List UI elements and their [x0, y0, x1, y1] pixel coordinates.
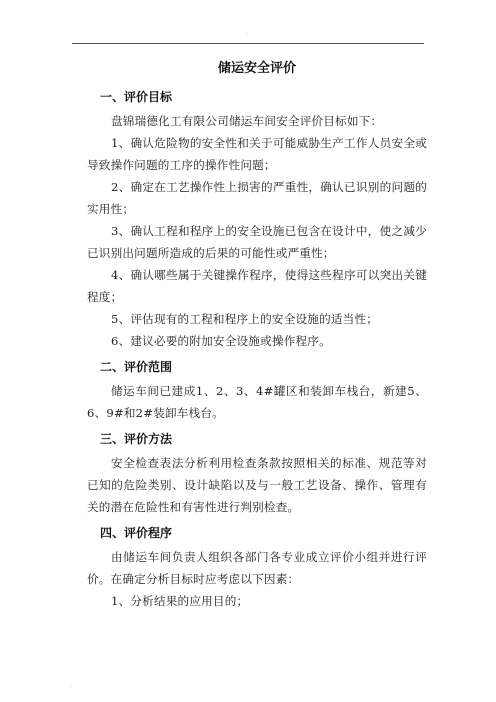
footer-mark: .: [70, 682, 72, 689]
section-heading: 四、评价程序: [100, 526, 173, 540]
paragraph: 1、确认危险物的安全性和关于可能威胁生产工作人员安全或导致操作问题的工序的操作性问题；: [87, 136, 427, 172]
paragraph: 2、确定在工艺操作性上损害的严重性，确认已识别的问题的实用性；: [87, 180, 427, 216]
document-title: 储运安全评价: [217, 61, 296, 76]
header-mark: .: [246, 29, 248, 36]
paragraph: 盘锦瑞德化工有限公司储运车间安全评价目标如下：: [111, 114, 383, 128]
header-rule: [72, 43, 424, 44]
section-heading: 一、评价目标: [100, 90, 173, 104]
paragraph: 由储运车间负责人组织各部门各专业成立评价小组并进行评价。在确定分析目标时应考虑以下因素：: [87, 550, 427, 586]
section-method: [87, 430, 427, 518]
section-heading: 三、评价方法: [100, 432, 173, 446]
paragraph: 6、建议必要的附加安全设施或操作程序。: [111, 334, 331, 348]
document-body: [87, 58, 427, 612]
paragraph: 5、评估现有的工程和程序上的安全设施的适当性；: [111, 312, 379, 326]
paragraph: 储运车间已建成1、2、3、4#罐区和装卸车栈台，新建5、6、9#和2#装卸车栈台。: [87, 384, 427, 420]
paragraph: 3、确认工程和程序上的安全设施已包含在设计中，使之减少已识别出问题所造成的后果的可能性或严重性；: [87, 224, 427, 260]
section-procedure: [87, 524, 427, 612]
paragraph: 4、确认哪些属于关键操作程序，使得这些程序可以突出关键程度；: [87, 268, 427, 304]
section-heading: 二、评价范围: [100, 360, 173, 374]
paragraph: 1、分析结果的应用目的；: [111, 594, 249, 608]
section-scope: [87, 358, 427, 424]
paragraph: 安全检查表法分析利用检查条款按照相关的标准、规范等对已知的危险类别、设计缺陷以及与一般工艺设备、操作、管理有关的潜在危险性和有害性进行判别检查。: [87, 456, 427, 514]
section-objectives: [87, 88, 427, 352]
